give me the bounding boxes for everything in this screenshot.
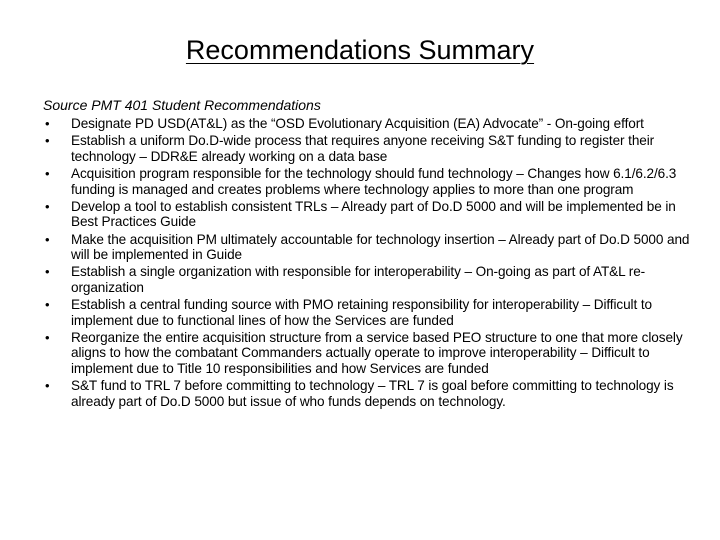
recommendation-text: Establish a central funding source with PMO retaining responsibility for interoperability – Difficult to implement due to functional lines of how the Services are funded xyxy=(71,297,652,328)
slide-title: Recommendations Summary xyxy=(185,35,535,65)
bullet-icon: • xyxy=(45,133,50,149)
bullet-icon: • xyxy=(45,198,50,214)
bullet-icon: • xyxy=(45,378,50,394)
source-heading: Source PMT 401 Student Recommendations xyxy=(43,97,321,113)
bullet-icon: • xyxy=(45,297,50,313)
recommendation-text: Establish a single organization with responsible for interoperability – On-going as part of AT&L re-organization xyxy=(71,264,646,295)
recommendation-item xyxy=(43,199,693,230)
recommendation-item xyxy=(43,166,693,197)
recommendation-item xyxy=(43,116,693,132)
recommendation-item xyxy=(43,232,693,263)
recommendation-text: Develop a tool to establish consistent TRLs – Already part of Do.D 5000 and will be implemented be in Best Practices Guide xyxy=(71,198,676,230)
recommendation-item xyxy=(43,133,693,164)
recommendation-item xyxy=(43,330,693,377)
bullet-icon: • xyxy=(45,329,50,345)
slide-content xyxy=(43,96,693,411)
bullet-icon: • xyxy=(45,116,50,131)
recommendation-text: S&T fund to TRL 7 before committing to technology – TRL 7 is goal before committing to technology is already part of Do.D 5000 but issue of who funds depends on technology. xyxy=(71,378,674,409)
recommendation-text: Acquisition program responsible for the technology should fund technology – Changes how 6.1/6.2/6.3 funding is managed and creates problems where technology applies to more than one program xyxy=(71,165,677,197)
bullet-icon: • xyxy=(45,231,50,247)
bullet-icon: • xyxy=(45,165,50,181)
recommendation-item xyxy=(43,378,693,409)
recommendation-text: Make the acquisition PM ultimately accountable for technology insertion – Already part of Do.D 5000 and will be implemented in Guide xyxy=(71,231,690,263)
recommendation-text: Establish a uniform Do.D-wide process that requires anyone receiving S&T funding to register their technology – DDR&E already working on a data base xyxy=(71,133,655,164)
recommendation-item xyxy=(43,297,693,328)
recommendations-list xyxy=(43,116,693,409)
recommendation-text: Designate PD USD(AT&L) as the “OSD Evolutionary Acquisition (EA) Advocate” - On-going effort xyxy=(71,116,644,131)
recommendation-text: Reorganize the entire acquisition structure from a service based PEO structure to one that more closely aligns to how the combatant Commanders actually operate to improve interoperability – Difficult to implement due to Title 10 responsibilities and how Services are funded xyxy=(71,329,683,377)
bullet-icon: • xyxy=(45,264,50,280)
recommendation-item xyxy=(43,264,693,295)
